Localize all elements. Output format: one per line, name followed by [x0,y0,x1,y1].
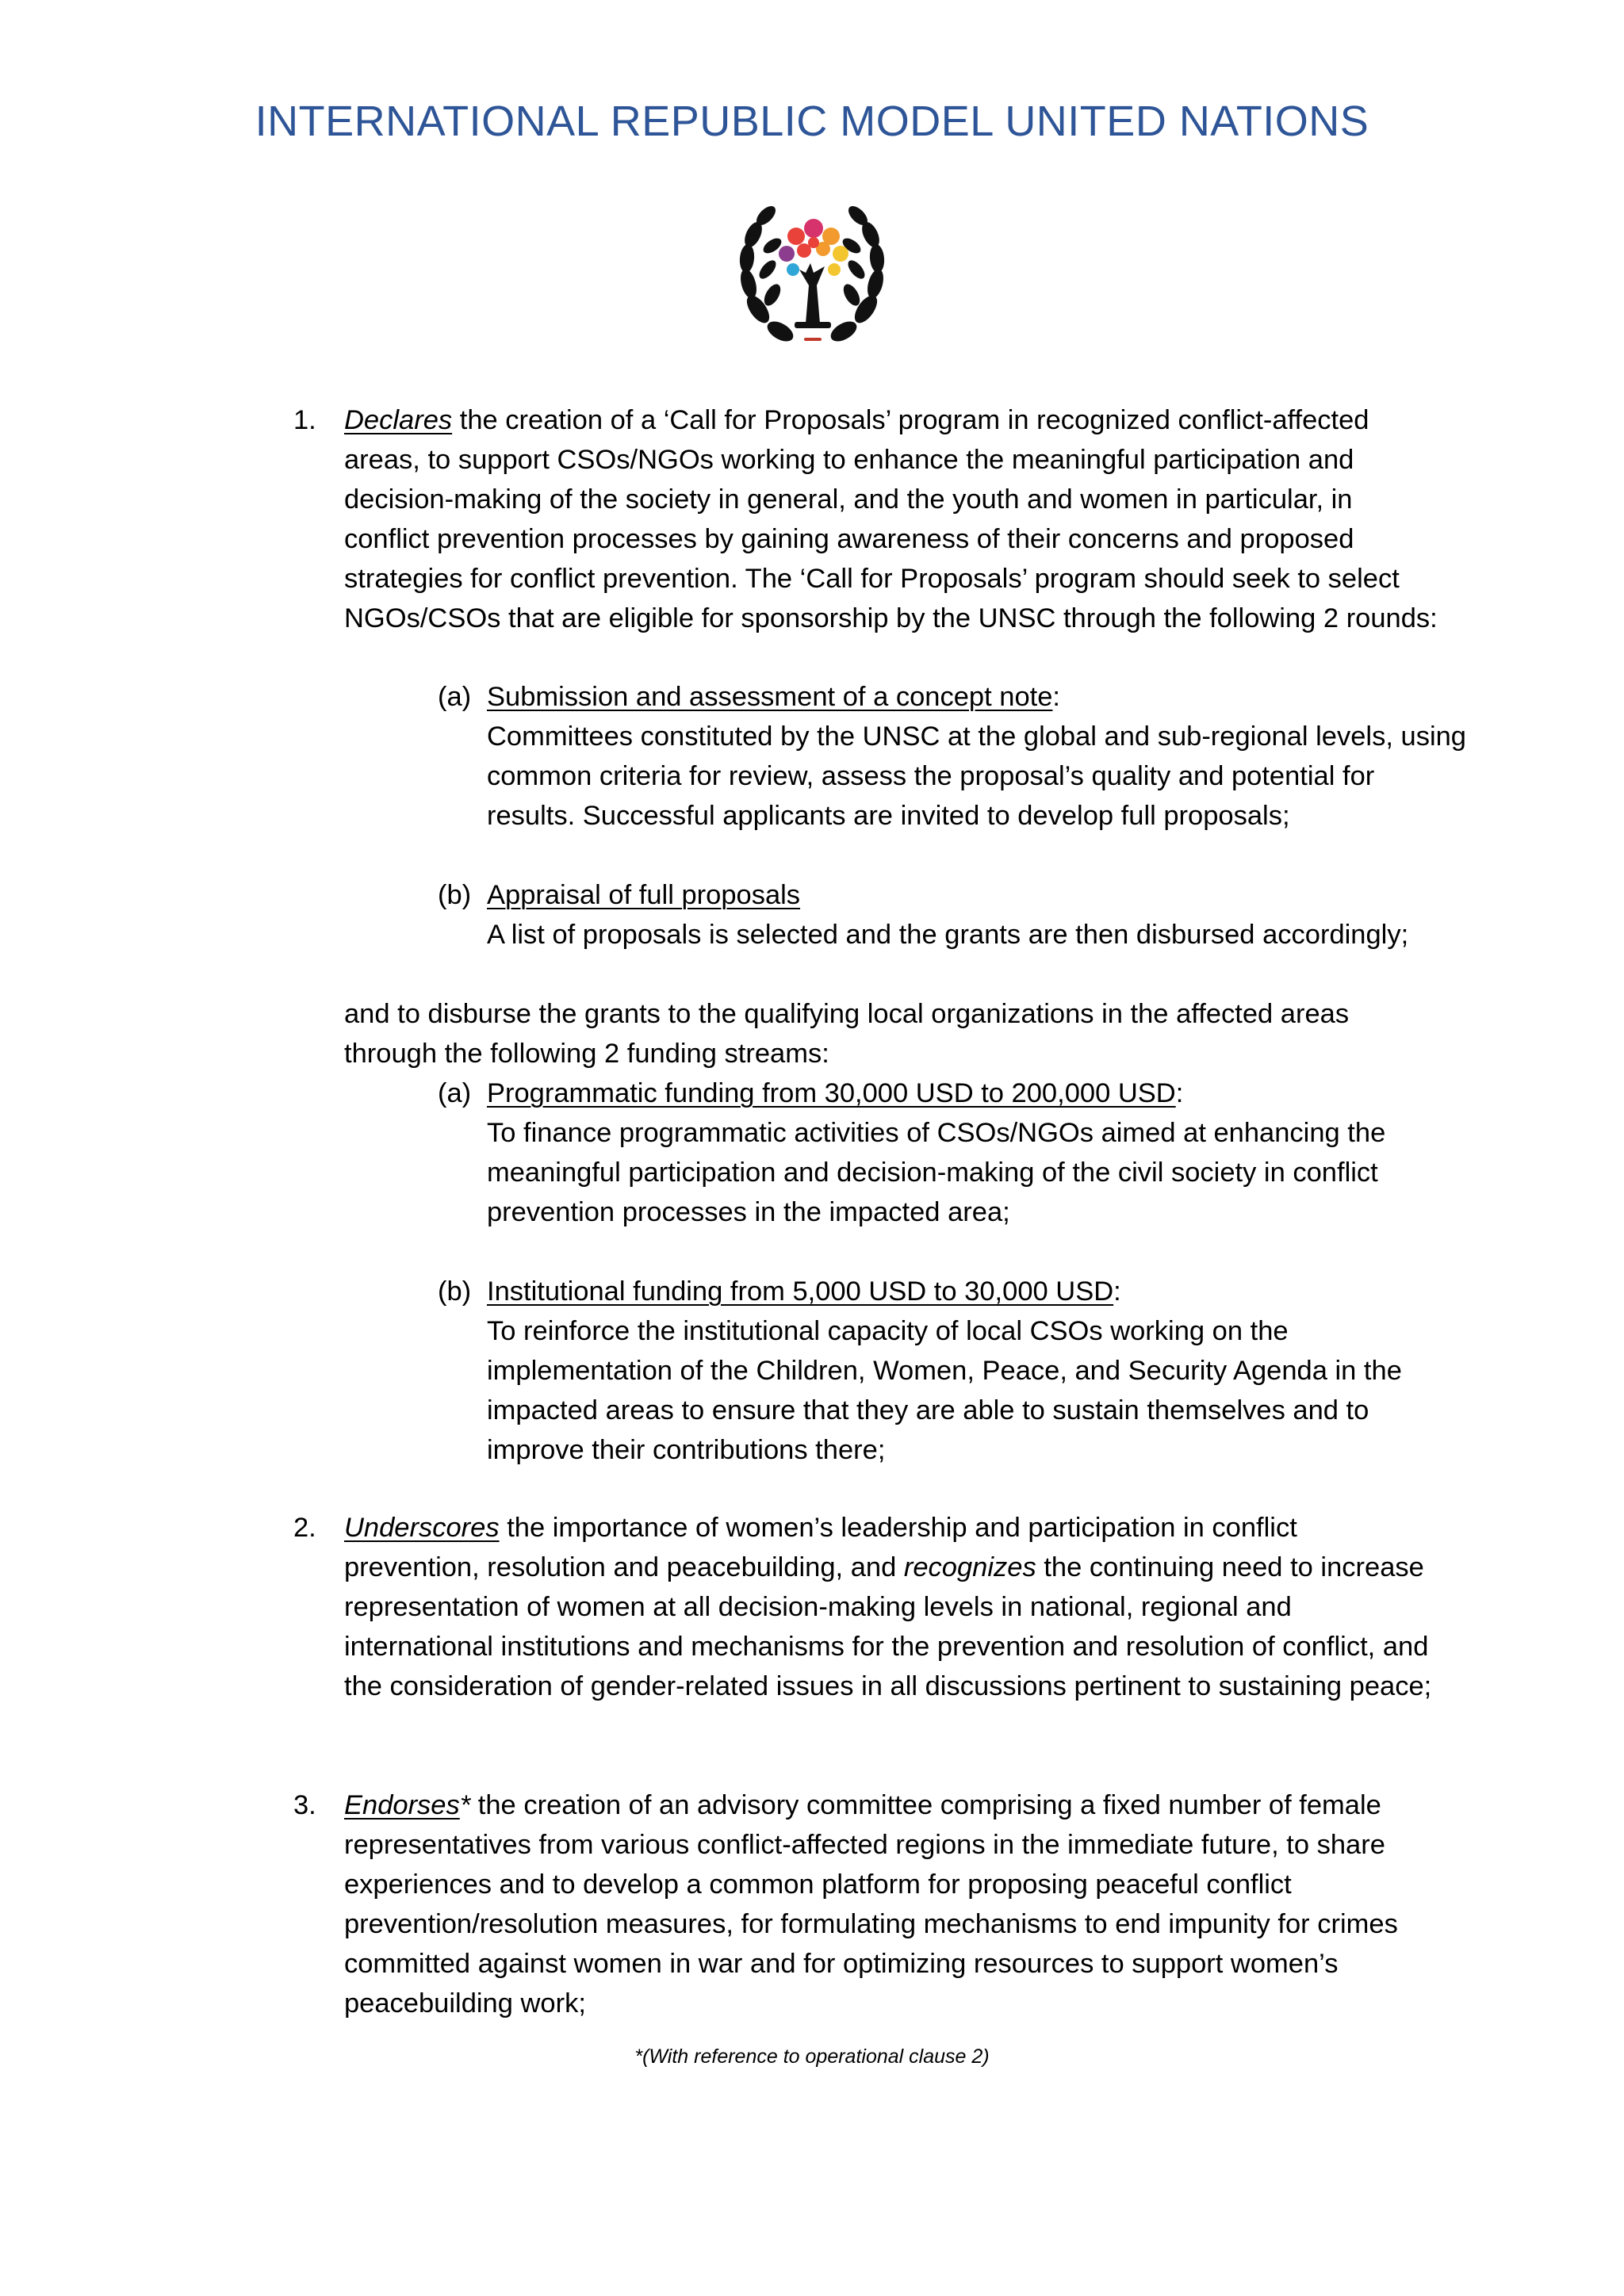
clause-text-continued: the continuing need to increase representation of women at all decision-making levels in national, regional and international institutions and mechanisms for the prevention and resolution of conflict, and the consideration of gender-related issues in all discussions pertinent to sustaining peace; [344,1552,1432,1701]
laurel-wreath-logo-icon [726,190,898,362]
round-heading: Submission and assessment of a concept note [487,682,1053,712]
stream-text: To finance programmatic activities of CSOs/NGOs aimed at enhancing the meaningful participation and decision-making of the civil society in conflict prevention processes in the impacted area; [487,1118,1386,1227]
round-heading-suffix: : [1052,682,1061,712]
list-marker: (a) [438,1078,472,1108]
stream-text: To reinforce the institutional capacity of local CSOs working on the implementation of the Children, Women, Peace, and Security Agenda in the impacted areas to ensure that they are able to sustain themselves and to improve their contributions there; [487,1316,1402,1465]
stream-a [438,1073,1470,1232]
clause-3 [293,1785,1438,2023]
stream-heading: Programmatic funding from 30,000 USD to 200,000 USD [487,1078,1176,1108]
stream-b [438,1272,1470,1470]
secondary-verb: recognizes [903,1552,1036,1582]
clause-text: the creation of a ‘Call for Proposals’ program in recognized conflict-affected areas, to support CSOs/NGOs working to enhance the meaningful participation and decision-making of the society in general, and the youth and women in particular, in conflict prevention processes by gaining awareness of their concerns and proposed strategies for conflict prevention. The ‘Call for Proposals’ program should seek to select NGOs/CSOs that are eligible for sponsorship by the UNSC through the following 2 rounds: [344,405,1438,633]
round-heading: Appraisal of full proposals [487,880,801,910]
clause-number: 2. [293,1513,316,1543]
logo-graphic [726,190,898,362]
clause-1-continuation: and to disburse the grants to the qualifying local organizations in the affected areas through the following 2 funding streams: [344,999,1350,1069]
clause-text: the importance of women’s leadership and participation in conflict prevention, resolution and peacebuilding, and [344,1513,1297,1582]
round-text: Committees constituted by the UNSC at the global and sub-regional levels, using common criteria for review, assess the proposal’s quality and potential for results. Successful applicants are invited to develop full proposals; [487,721,1466,831]
stream-heading-suffix: : [1113,1276,1121,1307]
clause-number: 3. [293,1790,316,1820]
list-marker: (a) [438,682,472,712]
round-b [438,875,1470,955]
clause-2 [293,1508,1438,1706]
clause-text: the creation of an advisory committee comprising a fixed number of female representatives from various conflict-affected regions in the immediate future, to share experiences and to develop a common platform for proposing peaceful conflict prevention/resolution measures, for formulating mechanisms to end impunity for crimes committed against women in war and for optimizing resources to support women’s peacebuilding work; [344,1790,1398,2019]
round-text: A list of proposals is selected and the grants are then disbursed accordingly; [487,920,1409,950]
document-title: INTERNATIONAL REPUBLIC MODEL UNITED NATIONS [255,98,1369,145]
operative-verb: Declares [344,405,453,435]
list-marker: (b) [438,880,472,910]
operative-verb: Endorses [344,1790,460,1820]
operative-verb: Underscores [344,1513,500,1543]
footnote: *(With reference to operational clause 2) [634,2045,990,2068]
stream-heading-suffix: : [1175,1078,1184,1108]
clause-1 [293,400,1438,638]
footnote-marker: * [459,1790,471,1820]
stream-heading: Institutional funding from 5,000 USD to 30,000 USD [487,1276,1114,1307]
round-a [438,677,1470,836]
clause-number: 1. [293,405,316,435]
list-marker: (b) [438,1276,472,1307]
